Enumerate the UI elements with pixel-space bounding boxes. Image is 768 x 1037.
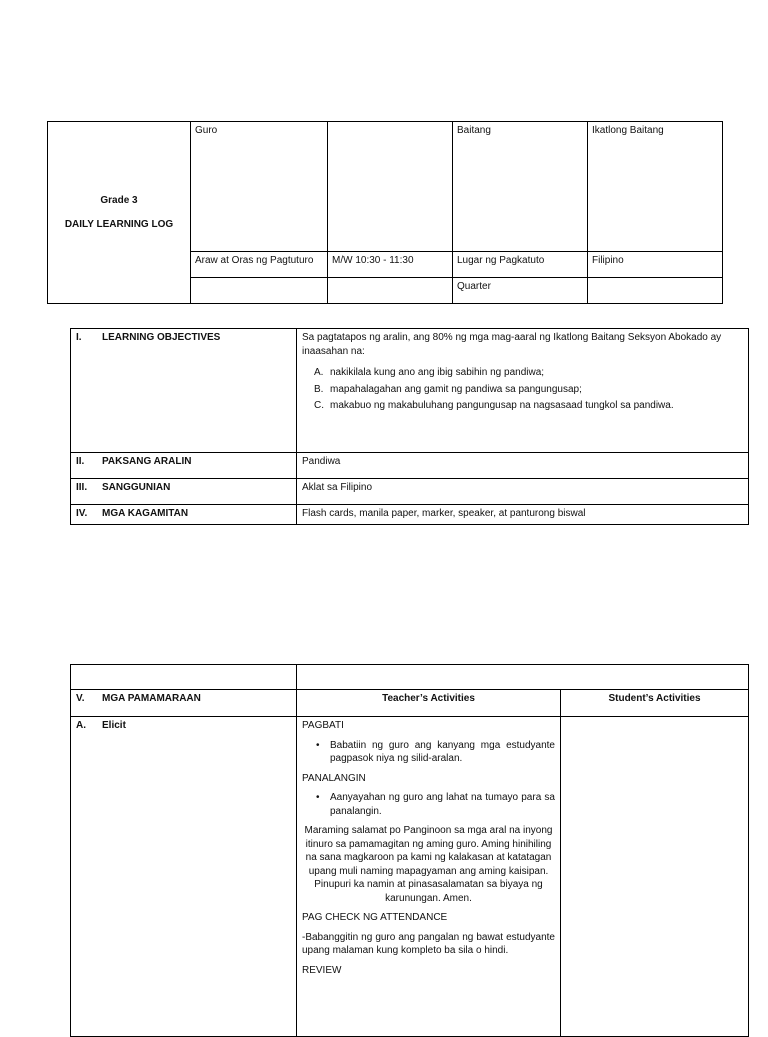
araw-label: Araw at Oras ng Pagtuturo bbox=[191, 252, 328, 278]
item-letter: A. bbox=[314, 367, 324, 378]
empty-cell bbox=[297, 665, 749, 690]
row-label: PAKSANG ARALIN bbox=[102, 456, 192, 467]
attendance-heading: PAG CHECK NG ATTENDANCE bbox=[302, 912, 448, 923]
paksang-value: Pandiwa bbox=[297, 453, 749, 479]
list-item bbox=[314, 366, 743, 380]
student-activities bbox=[561, 717, 749, 1037]
row-num: II. bbox=[76, 456, 85, 467]
objectives-table bbox=[70, 328, 749, 525]
procedures-num: V. bbox=[76, 693, 85, 704]
guro-label: Guro bbox=[191, 122, 328, 252]
item-letter: C. bbox=[314, 400, 324, 411]
item-text: makabuo ng makabuluhang pangungusap na nagsasaad tungkol sa pandiwa. bbox=[330, 400, 674, 411]
row-label: MGA KAGAMITAN bbox=[102, 508, 189, 519]
procedures-label-cell bbox=[71, 690, 297, 717]
objectives-num: I. bbox=[76, 332, 82, 343]
objectives-content bbox=[297, 329, 749, 453]
item-text: mapahalagahan ang gamit ng pandiwa sa pangungusap; bbox=[330, 383, 582, 395]
row-num: IV. bbox=[76, 508, 88, 519]
empty-cell bbox=[71, 665, 297, 690]
procedures-label: MGA PAMAMARAAN bbox=[102, 693, 201, 704]
teacher-header: Teacher’s Activities bbox=[297, 690, 561, 717]
item-letter: B. bbox=[314, 383, 324, 395]
list-item: • Babatiin ng guro ang kanyang mga estudyante pagpasok niya ng silid-aralan. bbox=[330, 739, 555, 766]
elicit-label: Elicit bbox=[102, 720, 126, 731]
elicit-num: A. bbox=[76, 720, 86, 731]
kagamitan-label-cell bbox=[71, 505, 297, 525]
prayer-text: Maraming salamat po Panginoon sa mga aral na inyong itinuro sa pamamagitan ng aming guro. Aming hinihiling na sana magkaroon pa kami ng kalakasan at katatagan upang muli naming mapagyaman ang aming kaisipan. Pinupuri ka namin at pinasasalamatan sa biyaya ng karunungan. Amen. bbox=[304, 825, 553, 904]
procedures-table bbox=[70, 664, 749, 1037]
quarter-label: Quarter bbox=[453, 278, 588, 304]
attendance-text: -Babanggitin ng guro ang pangalan ng bawat estudyante upang malaman kung kompleto ba sila o hindi. bbox=[302, 931, 555, 956]
log-title: DAILY LEARNING LOG bbox=[64, 218, 174, 230]
quarter-empty-1 bbox=[191, 278, 328, 304]
sanggunian-value: Aklat sa Filipino bbox=[297, 479, 749, 505]
pagbati-list bbox=[302, 739, 555, 766]
guro-value bbox=[328, 122, 453, 252]
list-item: • Aanyayahan ng guro ang lahat na tumayo para sa panalangin. bbox=[330, 791, 555, 818]
objectives-intro: Sa pagtatapos ng aralin, ang 80% ng mga mag-aaral ng Ikatlong Baitang Seksyon Abokado ay inaasahan na: bbox=[302, 332, 722, 357]
objectives-label-cell bbox=[71, 329, 297, 453]
sanggunian-label-cell bbox=[71, 479, 297, 505]
panalangin-heading: PANALANGIN bbox=[302, 772, 366, 784]
quarter-value bbox=[588, 278, 723, 304]
row-label: SANGGUNIAN bbox=[102, 482, 171, 493]
lugar-value: Filipino bbox=[588, 252, 723, 278]
header-table bbox=[47, 121, 723, 304]
objectives-list bbox=[302, 366, 743, 413]
item-text: nakikilala kung ano ang ibig sabihin ng pandiwa; bbox=[330, 367, 545, 378]
grade-cell bbox=[48, 122, 191, 304]
kagamitan-value: Flash cards, manila paper, marker, speaker, at panturong biswal bbox=[297, 505, 749, 525]
paksang-label-cell bbox=[71, 453, 297, 479]
baitang-value: Ikatlong Baitang bbox=[588, 122, 723, 252]
panalangin-list bbox=[302, 791, 555, 818]
pagbati-heading: PAGBATI bbox=[302, 720, 344, 731]
student-header: Student’s Activities bbox=[561, 690, 749, 717]
grade-label: Grade 3 bbox=[100, 195, 138, 206]
row-num: III. bbox=[76, 482, 88, 493]
baitang-label: Baitang bbox=[453, 122, 588, 252]
objectives-label: LEARNING OBJECTIVES bbox=[102, 332, 221, 343]
elicit-label-cell bbox=[71, 717, 297, 1037]
lugar-label: Lugar ng Pagkatuto bbox=[453, 252, 588, 278]
araw-value: M/W 10:30 - 11:30 bbox=[328, 252, 453, 278]
quarter-empty-2 bbox=[328, 278, 453, 304]
teacher-activities bbox=[297, 717, 561, 1037]
list-item bbox=[314, 399, 743, 413]
review-heading: REVIEW bbox=[302, 964, 342, 976]
list-item bbox=[314, 383, 743, 397]
